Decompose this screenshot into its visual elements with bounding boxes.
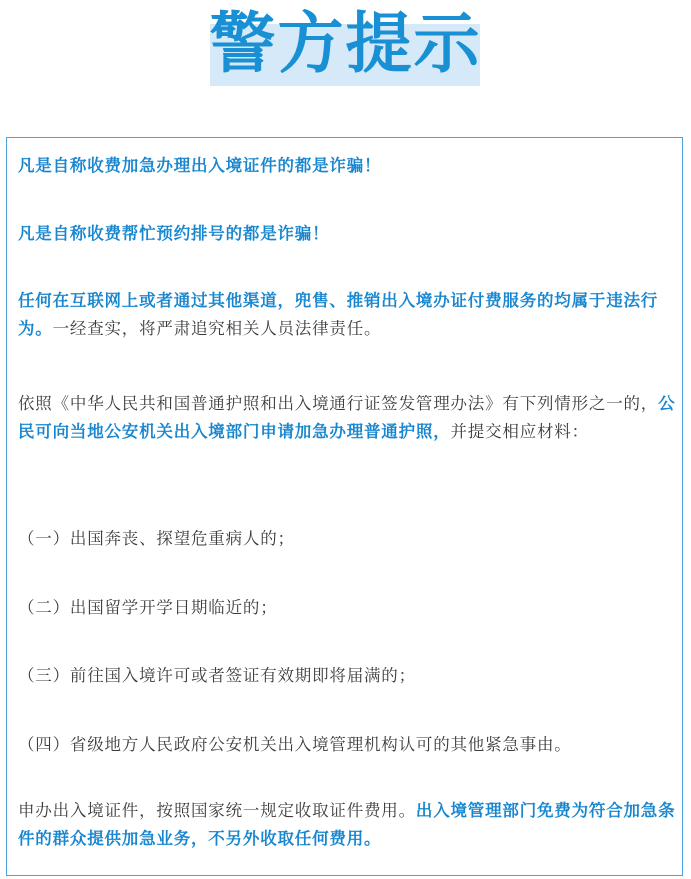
list-item: （一）出国奔丧、探望危重病人的； bbox=[18, 529, 295, 548]
illegal-service-bold: 任何在互联网上或者通过其他渠道，兜售、推销出入境办证付费服务的均属于违法行为。 bbox=[18, 291, 659, 338]
regulation-paragraph bbox=[18, 390, 678, 446]
warning-line-2: 凡是自称收费帮忙预约排号的都是诈骗！ bbox=[18, 224, 330, 243]
list-item: （四）省级地方人民政府公安机关出入境管理机构认可的其他紧急事由。 bbox=[18, 735, 572, 754]
list-item: （二）出国留学开学日期临近的； bbox=[18, 598, 278, 617]
list-item: （三）前往国入境许可或者签证有效期即将届满的； bbox=[18, 666, 416, 685]
regulation-intro: 依照《中华人民共和国普通护照和出入境通行证签发管理办法》有下列情形之一的， bbox=[18, 394, 659, 413]
regulation-outro: 并提交相应材料： bbox=[450, 422, 589, 441]
title-banner bbox=[0, 0, 691, 110]
illegal-service-paragraph bbox=[18, 287, 678, 343]
fee-bold: 出入境管理部门免费为符合加急条件的群众提供加急业务，不另外收取任何费用。 bbox=[18, 801, 676, 848]
illegal-service-plain: 一经查实，将严肃追究相关人员法律责任。 bbox=[52, 319, 382, 338]
warning-line-1: 凡是自称收费加急办理出入境证件的都是诈骗！ bbox=[18, 156, 382, 175]
fee-plain: 申办出入境证件，按照国家统一规定收取证件费用。 bbox=[18, 801, 416, 820]
fee-paragraph bbox=[18, 797, 678, 853]
page-title: 警方提示 bbox=[209, 5, 482, 82]
regulation-bold: 公民可向当地公安机关出入境部门申请加急办理普通护照， bbox=[18, 394, 676, 441]
